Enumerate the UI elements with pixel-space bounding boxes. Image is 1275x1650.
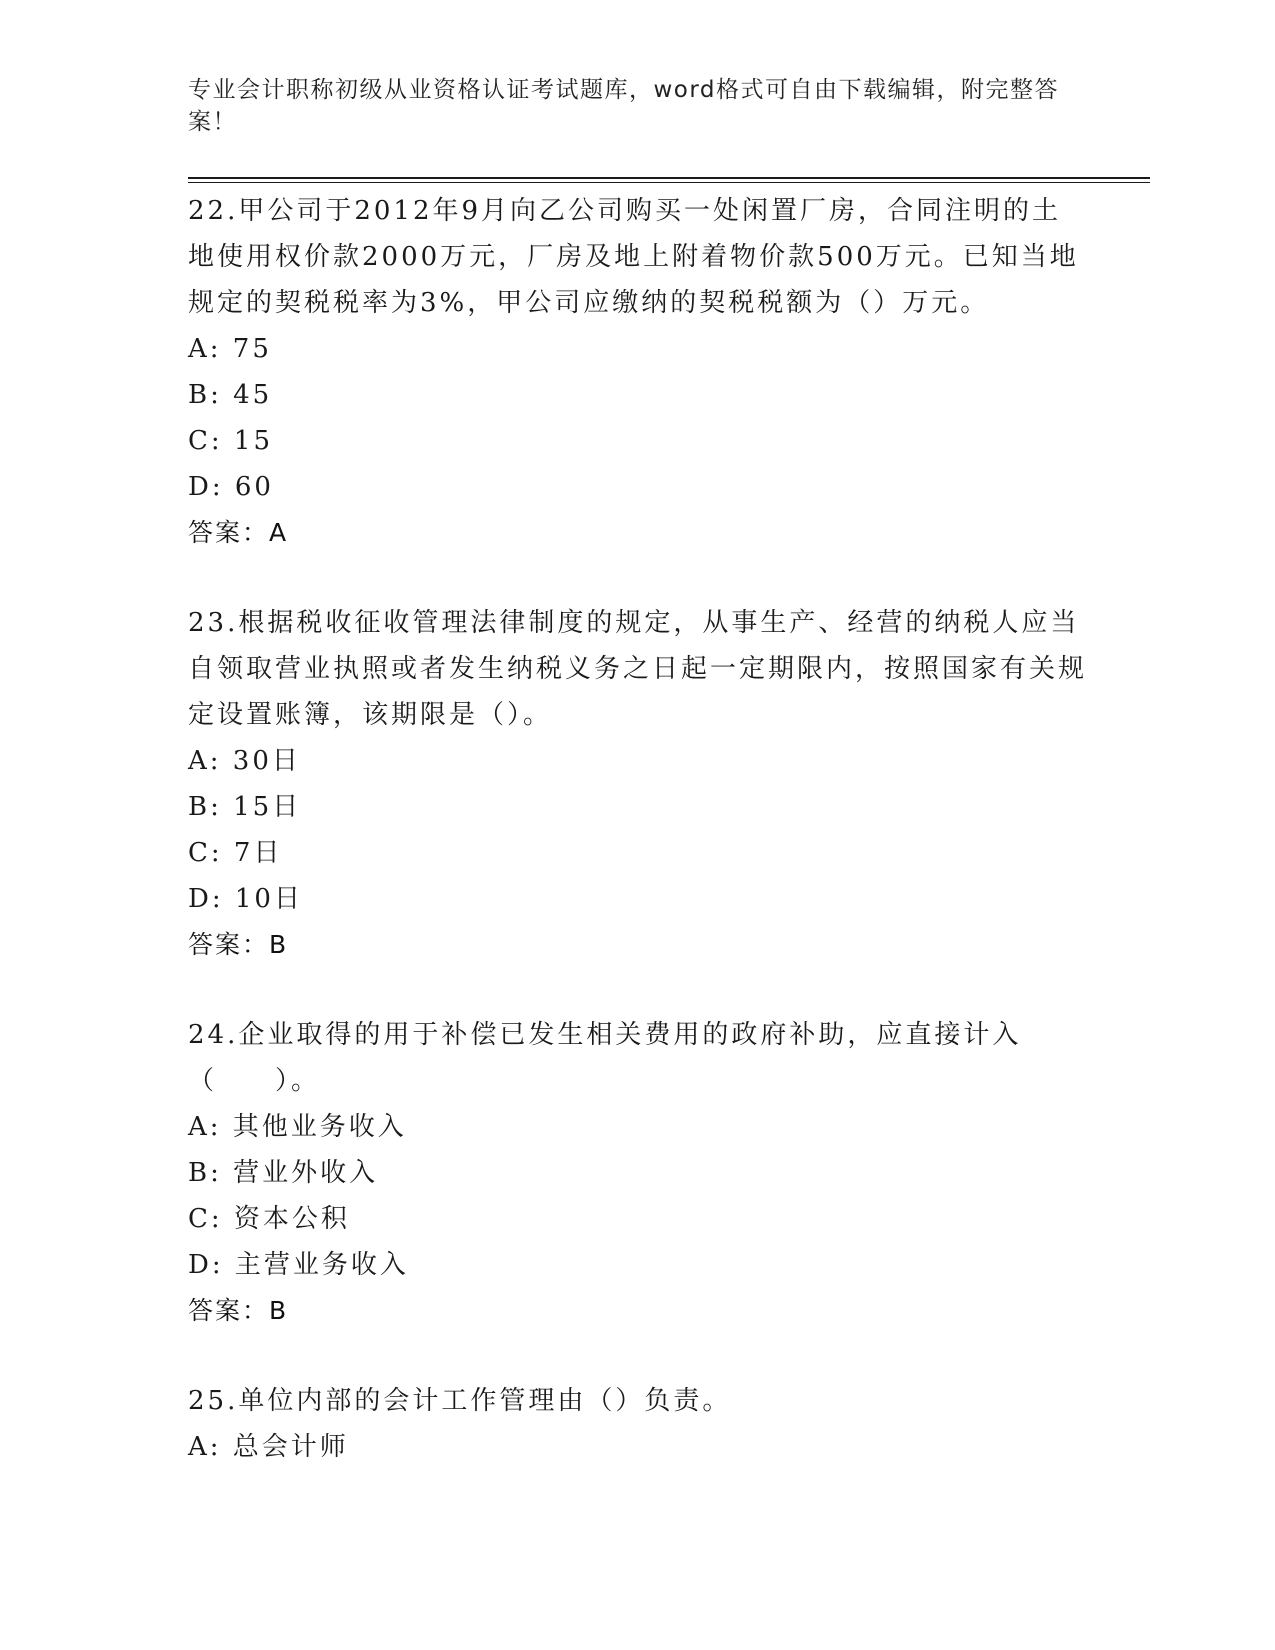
question-stem: 24.企业取得的用于补偿已发生相关费用的政府补助，应直接计入（ ）。: [188, 1020, 1022, 1096]
option-d: D: 10日: [188, 884, 303, 914]
question-stem: 25.单位内部的会计工作管理由（）负责。: [188, 1386, 732, 1416]
option-a: A: 30日: [188, 746, 301, 776]
document-header: 专业会计职称初级从业资格认证考试题库，word格式可自由下载编辑，附完整答案！: [188, 77, 1060, 135]
option-a: A: 总会计师: [188, 1432, 349, 1462]
option-a: A: 其他业务收入: [188, 1112, 407, 1142]
option-b: B: 45: [188, 380, 273, 410]
answer: 答案：B: [188, 930, 289, 959]
answer: 答案：A: [188, 518, 289, 547]
option-d: D: 60: [188, 472, 274, 502]
question-stem: 22.甲公司于2012年9月向乙公司购买一处闲置厂房，合同注明的土地使用权价款2000万元，厂房及地上附着物价款500万元。已知当地规定的契税税率为3%，甲公司应缴纳的契税税额为（）万元。: [188, 196, 1079, 318]
option-c: C: 资本公积: [188, 1204, 350, 1234]
question-22: [188, 188, 1088, 556]
answer: 答案：B: [188, 1296, 289, 1325]
option-c: C: 7日: [188, 838, 283, 868]
option-b: B: 15日: [188, 792, 302, 822]
question-stem: 23.根据税收征收管理法律制度的规定，从事生产、经营的纳税人应当自领取营业执照或者发生纳税义务之日起一定期限内，按照国家有关规定设置账簿，该期限是（）。: [188, 608, 1088, 730]
question-24: [188, 1012, 1088, 1334]
header-divider-thin: [188, 182, 1150, 183]
question-23: [188, 600, 1088, 968]
option-c: C: 15: [188, 426, 274, 456]
header-divider-thick: [188, 177, 1150, 179]
question-list: [188, 188, 1088, 1514]
option-a: A: 75: [188, 334, 272, 364]
option-d: D: 主营业务收入: [188, 1250, 409, 1280]
question-25: [188, 1378, 1088, 1470]
option-b: B: 营业外收入: [188, 1158, 379, 1188]
